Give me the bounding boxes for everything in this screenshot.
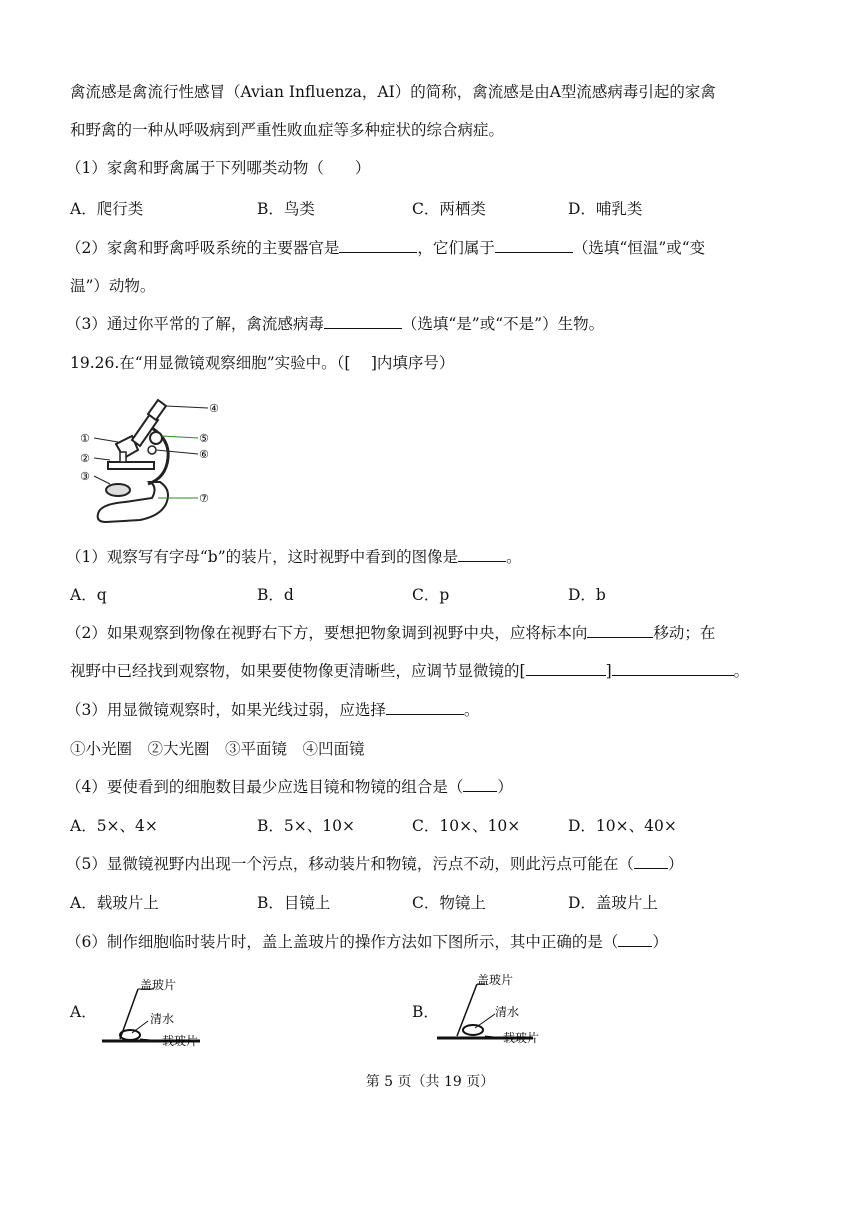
fig-b-water-label: 清水 — [495, 1005, 520, 1019]
q26-s4-stem — [66, 775, 513, 797]
q26-s5-blank[interactable] — [634, 854, 668, 869]
q26-s5-option-c: C．物镜上 — [412, 894, 486, 912]
q26-s1-option-c: C．p — [412, 586, 450, 604]
q26-s4-option-b: B．5×、10× — [257, 817, 355, 835]
q26-title: 19.26.在“用显微镜观察细胞”实验中。（[ ]内填序号） — [70, 354, 455, 372]
q26-s4-text: （4）要使看到的细胞数目最少应选目镜和物镜的组合是（ — [66, 778, 464, 796]
q26-s1-option-b: B．d — [257, 586, 294, 604]
q26-s1-option-d: D．b — [568, 586, 606, 604]
q26-s5-option-a: A．载玻片上 — [70, 894, 159, 912]
q26-s2-line-2 — [70, 659, 749, 681]
q26-s3-text: （3）用显微镜观察时，如果光线过弱，应选择 — [66, 701, 386, 719]
q26-s3-stem — [66, 698, 479, 720]
q26-s6-stem — [66, 930, 668, 952]
q2-line-2: 温”）动物。 — [70, 277, 156, 295]
page-footer: 第 5 页（共 19 页） — [365, 1074, 495, 1090]
q2-text-1: （2）家禽和野禽呼吸系统的主要器官是 — [66, 239, 340, 257]
q26-s2-blank-3[interactable] — [612, 661, 734, 676]
label-5: ⑤ — [199, 432, 209, 445]
q26-s3-blank[interactable] — [386, 700, 464, 715]
q1-option-c: C．两栖类 — [412, 200, 486, 218]
fig-b-slide-label: 载玻片 — [503, 1031, 540, 1045]
fig-a-water-label: 清水 — [150, 1012, 175, 1026]
fig-a-letter: A． — [70, 1003, 97, 1021]
q26-s5-option-d: D．盖玻片上 — [568, 894, 658, 912]
q2-text-2: ，它们属于 — [417, 239, 495, 257]
q26-s5-option-b: B．目镜上 — [257, 894, 331, 912]
fig-b-cover-label: 盖玻片 — [477, 973, 514, 987]
q1-option-a: A．爬行类 — [70, 200, 144, 218]
q2-blank-2[interactable] — [495, 238, 573, 253]
q26-s2-text-b: 移动；在 — [653, 624, 716, 642]
microscope-figure — [80, 392, 220, 527]
q26-s2-blank-1[interactable] — [587, 623, 653, 638]
q26-s2-text-e: 。 — [733, 662, 750, 680]
label-1: ① — [80, 432, 90, 445]
q2-text-3: （选填“恒温”或“变 — [572, 239, 706, 257]
q26-s4-option-c: C．10×、10× — [412, 817, 521, 835]
q3-blank[interactable] — [324, 314, 402, 329]
q1-option-b: B．鸟类 — [257, 200, 315, 218]
label-7: ⑦ — [199, 492, 209, 505]
fig-a-cover-label: 盖玻片 — [140, 978, 177, 992]
q26-s2-line-1 — [66, 621, 715, 643]
label-6: ⑥ — [199, 448, 209, 461]
intro-line-1: 禽流感是禽流行性感冒（Avian Influenza，AI）的简称，禽流感是由A型流感病毒引起的家禽 — [70, 83, 716, 101]
q3-text-2: （选填“是”或“不是”）生物。 — [401, 315, 605, 333]
intro-line-2: 和野禽的一种从呼吸病到严重性败血症等多种症状的综合病症。 — [70, 121, 505, 139]
q26-s4-option-a: A．5×、4× — [70, 817, 158, 835]
q2-blank-1[interactable] — [339, 238, 417, 253]
q26-s1-end: 。 — [506, 548, 522, 566]
q26-s4-blank[interactable] — [463, 777, 497, 792]
q26-s6-text: （6）制作细胞临时装片时，盖上盖玻片的操作方法如下图所示，其中正确的是（ — [66, 933, 619, 951]
q26-s3-choices: ①小光圈 ②大光圈 ③平面镜 ④凹面镜 — [70, 740, 365, 758]
q26-s5-stem — [66, 852, 683, 874]
label-4: ④ — [209, 402, 219, 415]
label-3: ③ — [80, 470, 90, 483]
q26-s6-blank[interactable] — [618, 932, 652, 947]
cover-slip-figure-b — [435, 970, 555, 1050]
q1-stem: （1）家禽和野禽属于下列哪类动物（ ） — [66, 159, 371, 177]
q26-s5-text: （5）显微镜视野内出现一个污点，移动装片和物镜，污点不动，则此污点可能在（ — [66, 855, 634, 873]
q26-s1-text: （1）观察写有字母“b”的装片，这时视野中看到的图像是 — [66, 548, 459, 566]
q26-s2-text-d: ] — [605, 662, 612, 680]
label-2: ② — [80, 452, 90, 465]
q26-s1-option-a: A．q — [70, 586, 107, 604]
q3-text-1: （3）通过你平常的了解，禽流感病毒 — [66, 315, 324, 333]
q26-s2-text-a: （2）如果观察到物像在视野右下方，要想把物象调到视野中央，应将标本向 — [66, 624, 588, 642]
q26-s6-close: ） — [652, 933, 668, 951]
q3-line — [66, 312, 604, 334]
q26-s2-text-c: 视野中已经找到观察物，如果要使物像更清晰些，应调节显微镜的[ — [70, 662, 526, 680]
cover-slip-figure-a — [100, 975, 220, 1050]
q26-s3-end: 。 — [463, 701, 480, 719]
q2-line-1 — [66, 236, 705, 258]
fig-b-letter: B． — [412, 1003, 439, 1021]
q26-s2-blank-2[interactable] — [526, 661, 606, 676]
q26-s4-close: ） — [497, 778, 513, 796]
q26-s1-stem — [66, 545, 522, 567]
q26-s1-blank[interactable] — [458, 547, 506, 562]
fig-a-slide-label: 载玻片 — [162, 1034, 199, 1048]
q26-s4-option-d: D．10×、40× — [568, 817, 677, 835]
q1-option-d: D．哺乳类 — [568, 200, 643, 218]
q26-s5-close: ） — [667, 855, 684, 873]
